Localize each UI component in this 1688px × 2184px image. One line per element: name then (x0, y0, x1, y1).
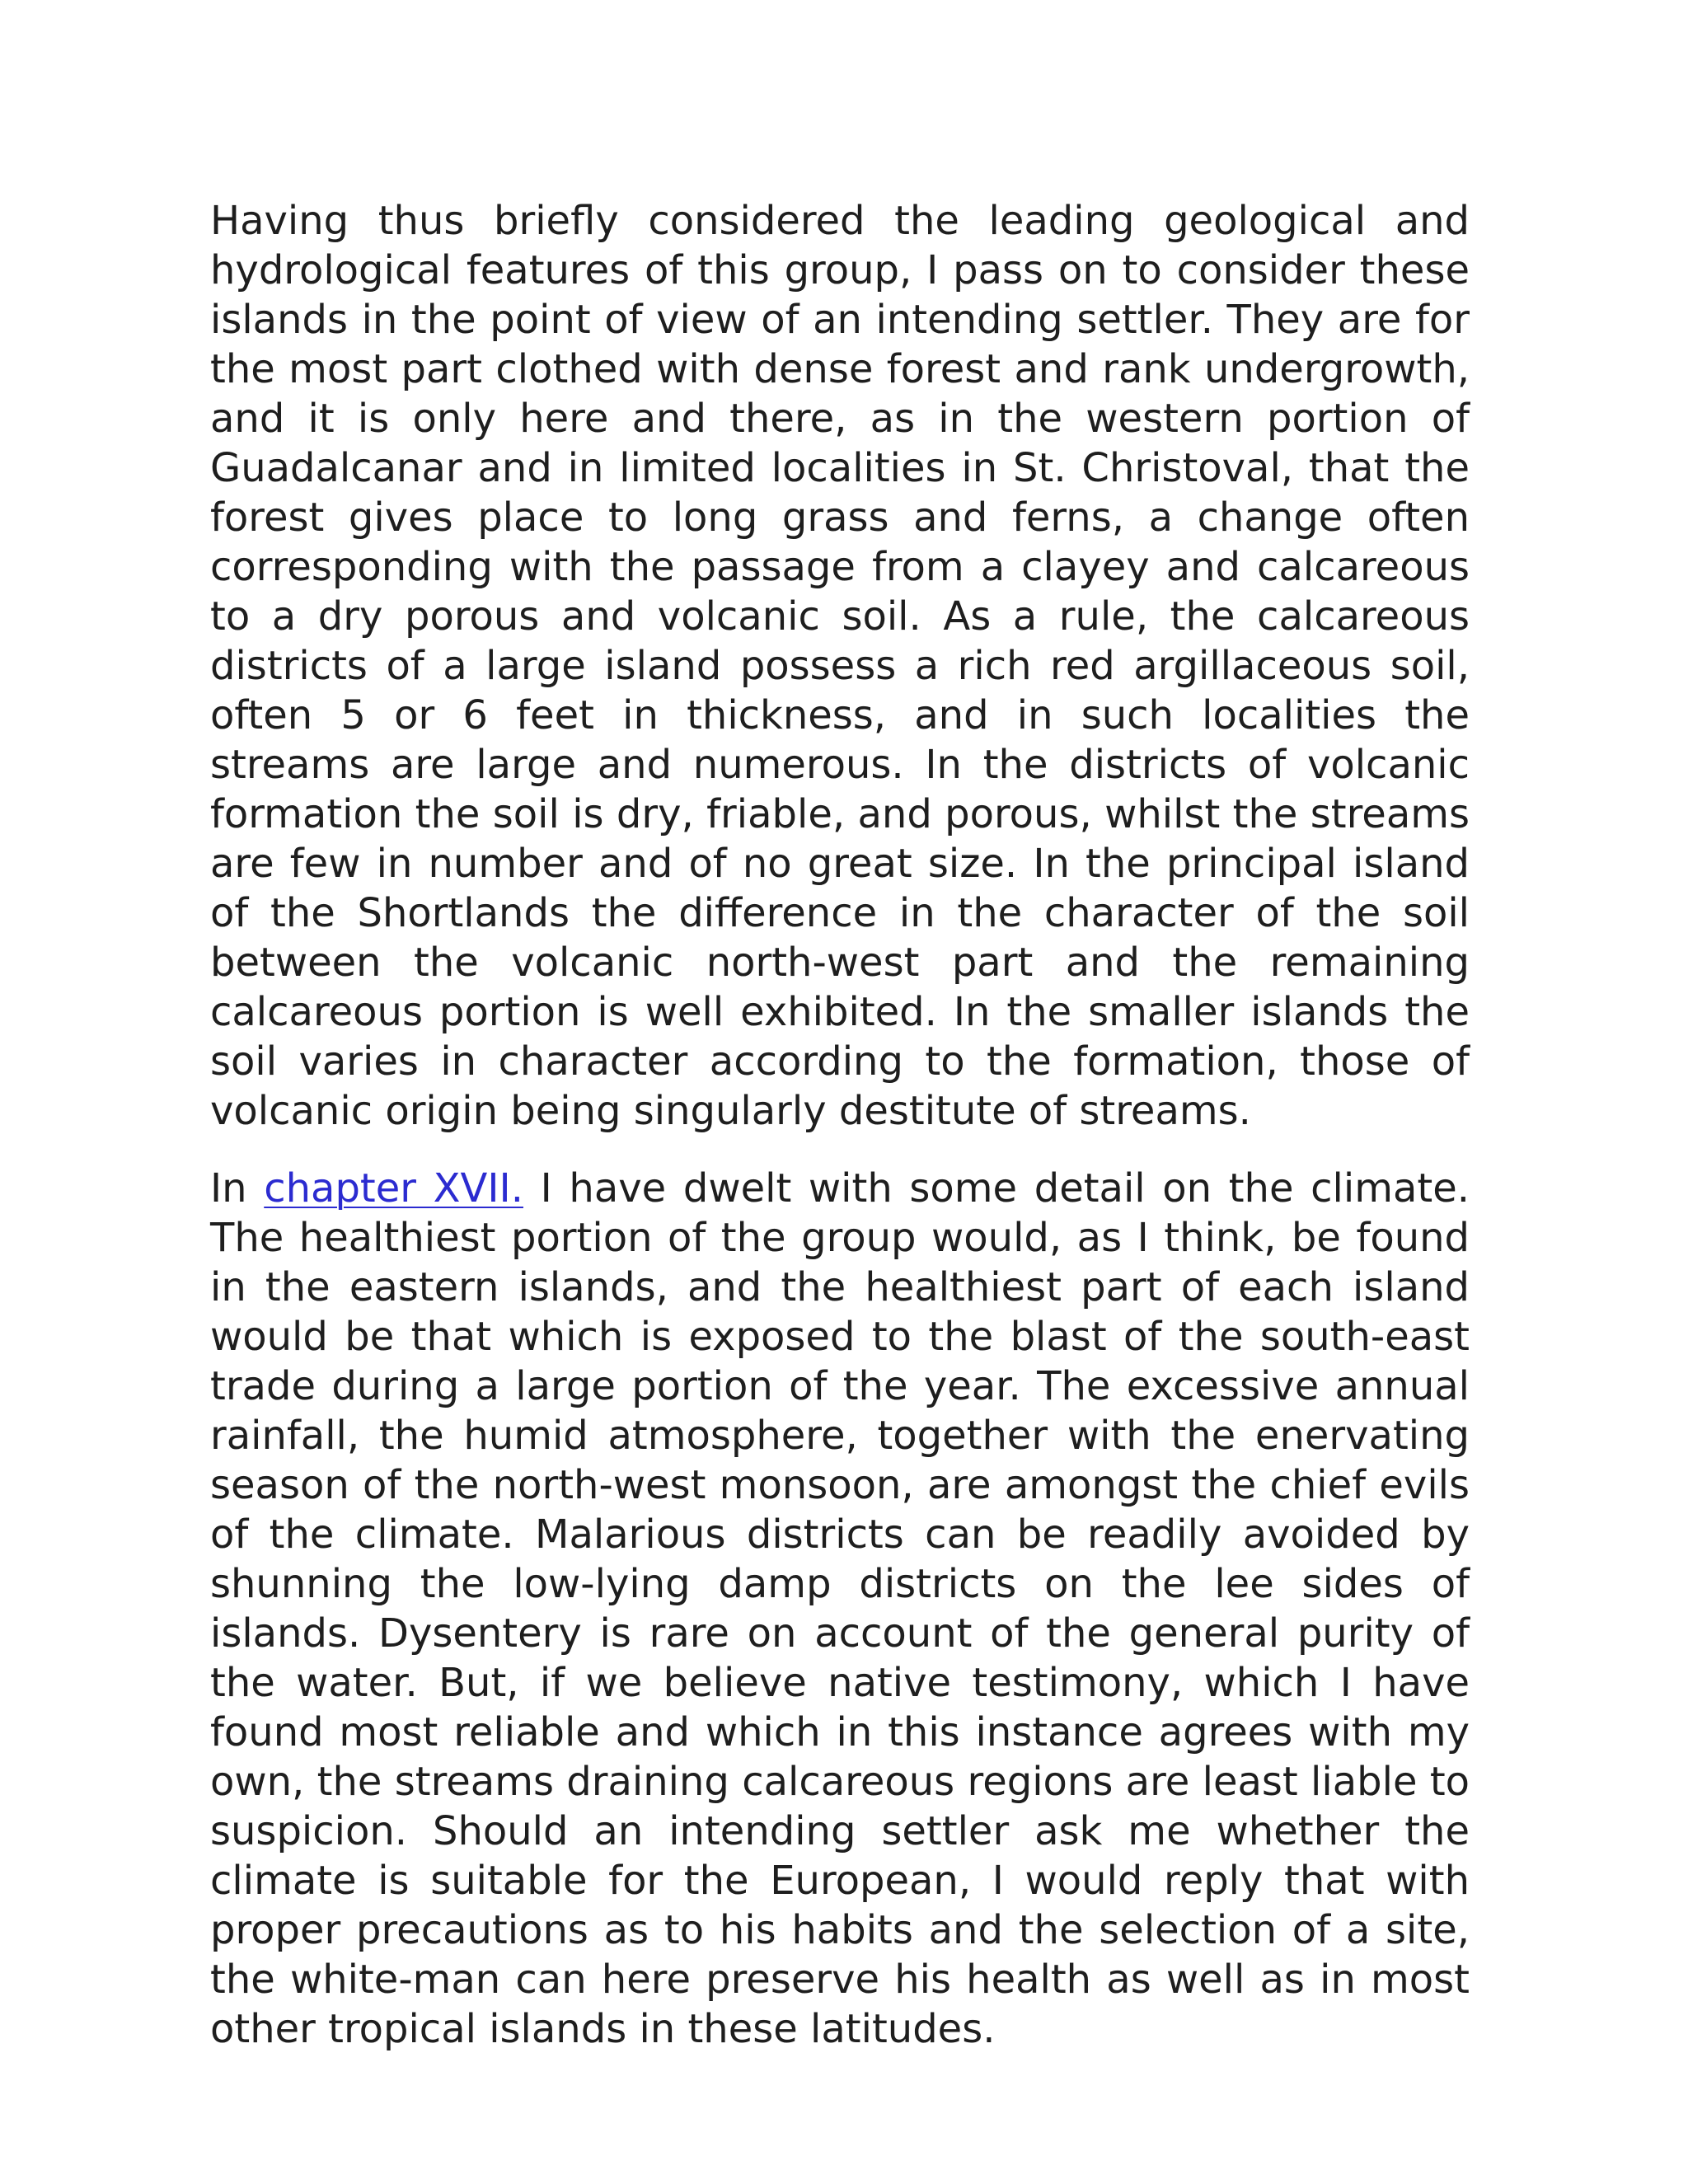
paragraph-climate-prefix: In (210, 1165, 265, 1212)
paragraph-climate (210, 1164, 1470, 2054)
paragraph-climate-body: I have dwelt with some detail on the climate. The healthiest portion of the group would, as I think, be found in the eastern islands, and the healthiest part of each island would be that which is exposed to the blast of the south-east trade during a large portion of the year. The excessive annual rainfall, the humid atmosphere, together with the enervating season of the north-west monsoon, are amongst the chief evils of the climate. Malarious districts can be readily avoided by shunning the low-lying damp districts on the lee sides of islands. Dysentery is rare on account of the general purity of the water. But, if we believe native testimony, which I have found most reliable and which in this instance agrees with my own, the streams draining calcareous regions are least liable to suspicion. Should an intending settler ask me whether the climate is suitable for the European, I would reply that with proper precautions as to his habits and the selection of a site, the white-man can here preserve his health as well as in most other tropical islands in these latitudes. (210, 1165, 1470, 2052)
chapter-xvii-link[interactable]: chapter XVII. (264, 1165, 523, 1212)
document-page (210, 196, 1470, 2054)
paragraph-soil: Having thus briefly considered the leading geological and hydrological features of this group, I pass on to consider these islands in the point of view of an intending settler. They are for the most part clothed with dense forest and rank undergrowth, and it is only here and there, as in the western portion of Guadalcanar and in limited localities in St. Christoval, that the forest gives place to long grass and ferns, a change often corresponding with the passage from a clayey and calcareous to a dry porous and volcanic soil. As a rule, the calcareous districts of a large island possess a rich red argillaceous soil, often 5 or 6 feet in thickness, and in such localities the streams are large and numerous. In the districts of volcanic formation the soil is dry, friable, and porous, whilst the streams are few in number and of no great size. In the principal island of the Shortlands the difference in the character of the soil between the volcanic north-west part and the remaining calcareous portion is well exhibited. In the smaller islands the soil varies in character according to the formation, those of volcanic origin being singularly destitute of streams. (210, 198, 1470, 1134)
